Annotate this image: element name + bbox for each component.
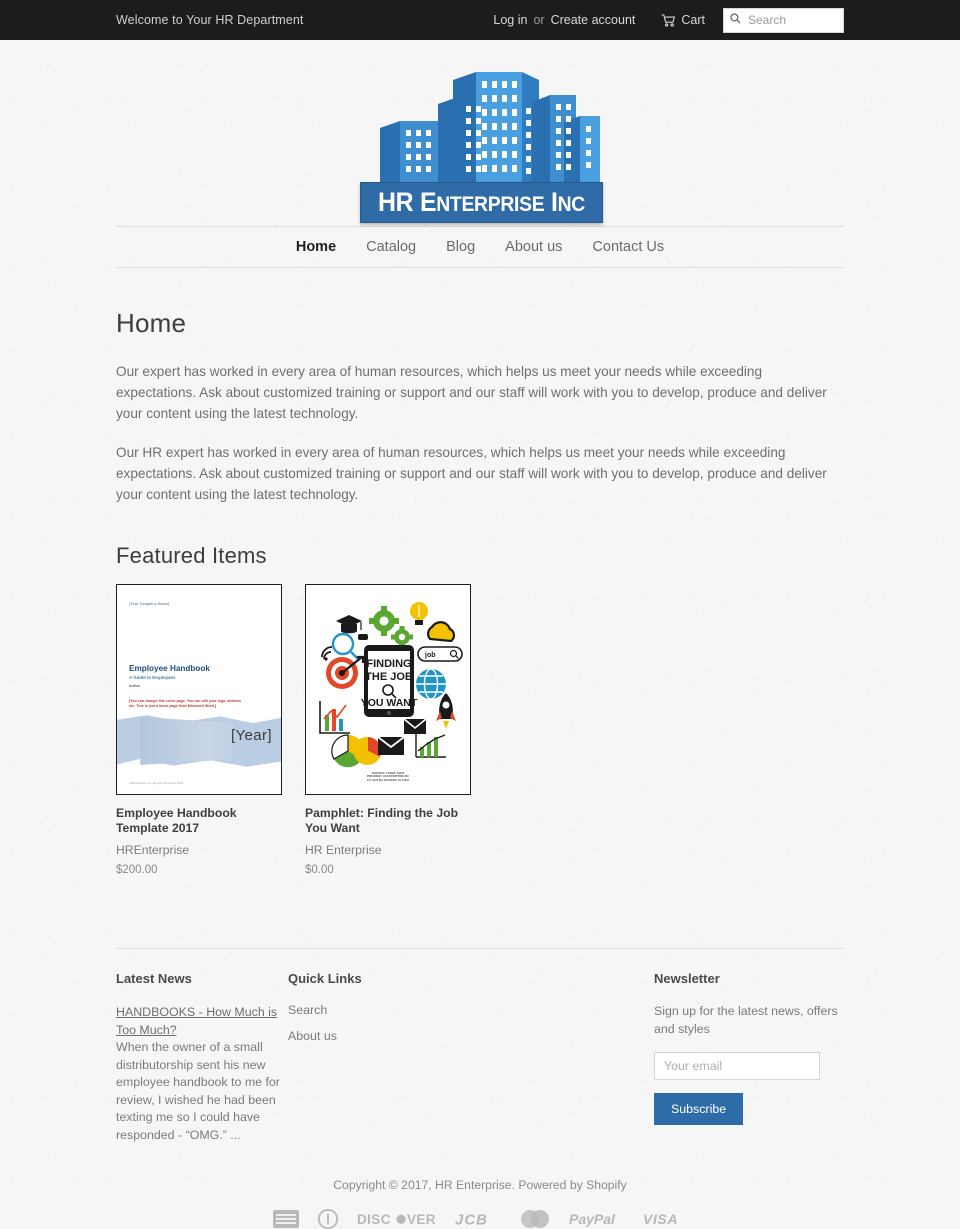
cover-company-name: [Your Company Name]	[129, 602, 170, 606]
main-navigation	[116, 227, 844, 267]
product-title[interactable]: Employee Handbook Template 2017	[116, 806, 237, 835]
logo-banner	[360, 182, 603, 223]
nav-bottom-divider	[116, 267, 844, 268]
welcome-message: Welcome to Your HR Department	[116, 13, 304, 27]
nav-item-home[interactable]: Home	[295, 239, 337, 255]
discover-icon	[357, 1211, 437, 1227]
footer-column-newsletter	[654, 971, 844, 1144]
diners-club-icon	[317, 1209, 339, 1229]
cover-footer: HREnterprise Ltd - All rights Reserved 2016	[129, 781, 184, 785]
svg-text:FINDING: FINDING	[366, 658, 412, 670]
nav-item-about-us[interactable]: About us	[505, 239, 563, 255]
product-thumbnail[interactable]	[116, 584, 282, 795]
nav-item-contact-us[interactable]: Contact Us	[592, 239, 665, 255]
latest-news-heading: Latest News	[116, 971, 192, 986]
cover-subheading: A Guide to Employees	[129, 675, 176, 680]
quick-link-search[interactable]: Search	[288, 1003, 328, 1017]
quick-links-heading: Quick Links	[288, 971, 362, 986]
product-price: $0.00	[305, 864, 334, 876]
product-card[interactable]	[305, 584, 471, 876]
employee-handbook-cover-image	[117, 585, 281, 794]
copyright-text: Copyright © 2017, HR Enterprise. Powered by Shopify	[333, 1178, 627, 1192]
nav-item-blog[interactable]: Blog	[446, 239, 476, 255]
subscribe-button[interactable]: Subscribe	[654, 1093, 743, 1125]
latest-news-article-link[interactable]: HANDBOOKS - How Much is Too Much?	[116, 1005, 278, 1037]
cover-heading: Employee Handbook	[129, 664, 210, 673]
site-logo[interactable]	[358, 66, 603, 226]
paypal-icon	[569, 1211, 625, 1227]
search-box[interactable]	[723, 8, 844, 33]
pamphlet-cover-image	[306, 585, 470, 794]
skyline-graphic	[358, 66, 603, 186]
american-express-icon	[273, 1210, 299, 1228]
product-card[interactable]	[116, 584, 282, 876]
pamphlet-fine-print: RAMON M. COMBS, SPHR PRESIDENT, HR ENTERPRISE INC P.O. BOX 891 ROANOKE VA 24007	[366, 771, 410, 782]
svg-text:PayPal: PayPal	[569, 1211, 615, 1227]
footer-column-quick-links	[288, 971, 588, 1144]
latest-news-excerpt: When the owner of a small distributorship sent his new employee handbook to me for review, I wished he had been texting me so I could have responded - “OMG.” ...	[116, 1040, 280, 1142]
svg-text:YOU WANT: YOU WANT	[360, 697, 418, 709]
cart-label: Cart	[681, 13, 705, 27]
search-icon	[730, 11, 741, 29]
featured-items-title: Featured Items	[116, 543, 267, 568]
search-input[interactable]	[746, 12, 841, 28]
product-thumbnail[interactable]	[305, 584, 471, 795]
pamphlet-graphic	[306, 585, 471, 795]
product-title[interactable]: Pamphlet: Finding the Job You Want	[305, 806, 459, 835]
product-price: $200.00	[116, 864, 158, 876]
newsletter-copy: Sign up for the latest news, offers and styles	[654, 1004, 838, 1036]
nav-item-catalog[interactable]: Catalog	[366, 239, 417, 255]
create-account-link[interactable]: Create account	[550, 13, 636, 27]
product-vendor: HREnterprise	[116, 843, 190, 857]
login-link[interactable]: Log in	[493, 13, 528, 27]
cart-link[interactable]	[661, 13, 705, 27]
mastercard-icon	[519, 1209, 551, 1229]
svg-text:JCB: JCB	[455, 1211, 489, 1227]
intro-paragraph-1: Our expert has worked in every area of human resources, which helps us meet your needs while exceeding expectations. Ask about customized training or support and our staff will work with you to develop, produce and deliver your content using the latest technology.	[116, 364, 827, 421]
logo-text: HR ENTERPRISE INC	[377, 187, 585, 217]
intro-paragraph-2: Our HR expert has worked in every area of human resources, which helps us meet your needs while exceeding expectations. Ask about customized training or support and our staff will work with you to develop, produce and deliver your content using the latest technology.	[116, 445, 827, 502]
svg-text:VISA: VISA	[643, 1211, 679, 1227]
cover-author: Author	[129, 684, 141, 688]
newsletter-heading: Newsletter	[654, 971, 720, 986]
jcb-icon	[455, 1211, 501, 1227]
cover-note: [You can change this cover page. You can edit your logo, address etc. This is just a mock page from Microsoft Word.]	[129, 699, 242, 708]
logo-area	[0, 40, 960, 226]
quick-link-about-us[interactable]: About us	[288, 1029, 337, 1043]
site-footer	[116, 949, 844, 1144]
cover-year: [Year]	[230, 727, 272, 744]
login-separator: or	[533, 13, 545, 27]
footer-column-latest-news	[116, 971, 288, 1144]
newsletter-email-input[interactable]	[654, 1052, 820, 1080]
featured-products-grid	[116, 584, 844, 876]
svg-text:DISC: DISC	[357, 1212, 391, 1227]
svg-text:THE JOB: THE JOB	[365, 671, 413, 683]
product-vendor: HR Enterprise	[305, 843, 382, 857]
cart-icon	[661, 14, 676, 27]
page-title: Home	[116, 308, 187, 338]
top-bar-actions	[493, 8, 844, 33]
svg-text:VER: VER	[407, 1212, 436, 1227]
top-utility-bar	[0, 0, 960, 40]
visa-icon	[643, 1211, 687, 1227]
payment-methods	[116, 1209, 844, 1229]
svg-text:job: job	[425, 652, 436, 659]
